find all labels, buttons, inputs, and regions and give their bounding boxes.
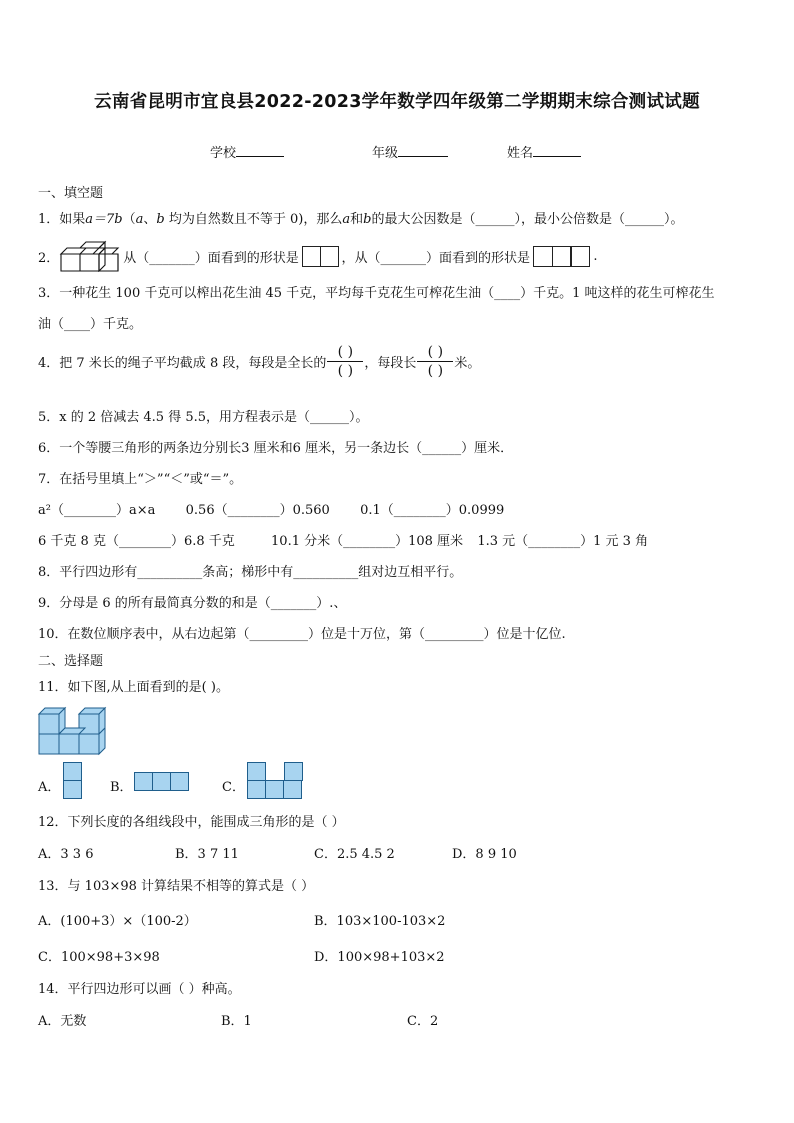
question-3-line-1: 3．一种花生 100 千克可以榨出花生油 45 千克，平均每千克花生可榨花生油（____）千克。1 吨这样的花生可榨花生 xyxy=(38,286,715,301)
question-6: 6．一个等腰三角形的两条边分别长3 厘米和6 厘米，另一条边长（______）厘米． xyxy=(38,441,514,456)
q12-option-d[interactable]: D．8 9 10 xyxy=(452,847,517,862)
grade-blank[interactable] xyxy=(398,144,448,157)
question-1: 1．如果a＝7b（a、b 均为自然数且不等于 0)，那么a和b的最大公因数是（______），最小公倍数是（______）。 xyxy=(38,212,684,227)
q11-option-b-figure[interactable] xyxy=(134,772,189,791)
page-title: 云南省昆明市宜良县2022-2023学年数学四年级第二学期期末综合测试试题 xyxy=(94,92,700,112)
q13-option-a[interactable]: A．(100+3）×（100-2） xyxy=(38,914,197,929)
question-3-line-2: 油（____）千克。 xyxy=(38,317,143,332)
question-4: 4．把 7 米长的绳子平均截成 8 段，每段是全长的 $\frac{( )}{( )}$ ，每段长 $\frac{( )}{( )}$ 米。 xyxy=(38,344,481,379)
question-9: 9．分母是 6 的所有最简真分数的和是（_______）.、 xyxy=(38,596,347,611)
fraction-blank-1[interactable]: $\frac{( )}{( )}$ xyxy=(327,344,363,379)
q11-option-a-label[interactable]: A． xyxy=(38,780,61,795)
question-8: 8．平行四边形有__________条高；梯形中有__________组对边互相平行。 xyxy=(38,565,463,580)
q7-row-2: 6 千克 8 克（________）6.8 千克 10.1 分米（________）108 厘米 1.3 元（________）1 元 3 角 xyxy=(38,534,649,549)
question-5: 5．x 的 2 倍减去 4.5 得 5.5，用方程表示是（______）。 xyxy=(38,410,369,425)
q11-option-a-figure[interactable] xyxy=(63,762,82,799)
q13-option-b[interactable]: B．103×100-103×2 xyxy=(314,914,446,929)
q12-option-c[interactable]: C．2.5 4.5 2 xyxy=(314,847,395,862)
q14-option-c[interactable]: C．2 xyxy=(407,1014,439,1029)
name-field: 姓名 xyxy=(507,142,581,161)
question-11: 11．如下图,从上面看到的是( )。 xyxy=(38,680,229,695)
question-12: 12．下列长度的各组线段中，能围成三角形的是（ ） xyxy=(38,815,345,830)
q12-option-a[interactable]: A．3 3 6 xyxy=(38,847,94,862)
school-field: 学校 xyxy=(210,142,284,161)
q14-option-b[interactable]: B．1 xyxy=(221,1014,252,1029)
q13-option-c[interactable]: C．100×98+3×98 xyxy=(38,950,160,965)
question-10: 10．在数位顺序表中，从右边起第（_________）位是十万位，第（_________）位是十亿位. xyxy=(38,627,566,642)
cube-figure-icon xyxy=(59,240,121,272)
side-view-shape xyxy=(533,246,590,267)
question-2: 2． 从（_______）面看到的形状是 ，从（_______）面看到的形状是 . xyxy=(38,240,598,272)
question-13: 13．与 103×98 计算结果不相等的算式是（ ） xyxy=(38,879,315,894)
section-multiple-choice: 二、选择题 xyxy=(38,654,104,669)
question-14: 14．平行四边形可以画（ ）种高。 xyxy=(38,982,241,997)
q14-option-a[interactable]: A．无数 xyxy=(38,1014,87,1029)
q1-expression: a＝7b xyxy=(85,212,123,227)
school-blank[interactable] xyxy=(236,144,284,157)
cube-stack-figure-icon xyxy=(37,706,107,756)
q11-option-c-label[interactable]: C． xyxy=(222,780,245,795)
q7-row-1: a²（________）a×a 0.56（________）0.560 0.1（________）0.0999 xyxy=(38,503,505,518)
front-view-shape xyxy=(302,246,339,267)
grade-field: 年级 xyxy=(372,142,448,161)
q13-option-d[interactable]: D．100×98+103×2 xyxy=(314,950,445,965)
question-7: 7．在括号里填上“＞”“＜”或“＝”。 xyxy=(38,472,243,487)
section-fill-in: 一、填空题 xyxy=(38,186,104,201)
fraction-blank-2[interactable]: $\frac{( )}{( )}$ xyxy=(417,344,453,379)
name-blank[interactable] xyxy=(533,144,581,157)
q11-option-b-label[interactable]: B． xyxy=(110,780,133,795)
q12-option-b[interactable]: B．3 7 11 xyxy=(175,847,239,862)
q11-option-c-figure[interactable] xyxy=(247,762,303,799)
